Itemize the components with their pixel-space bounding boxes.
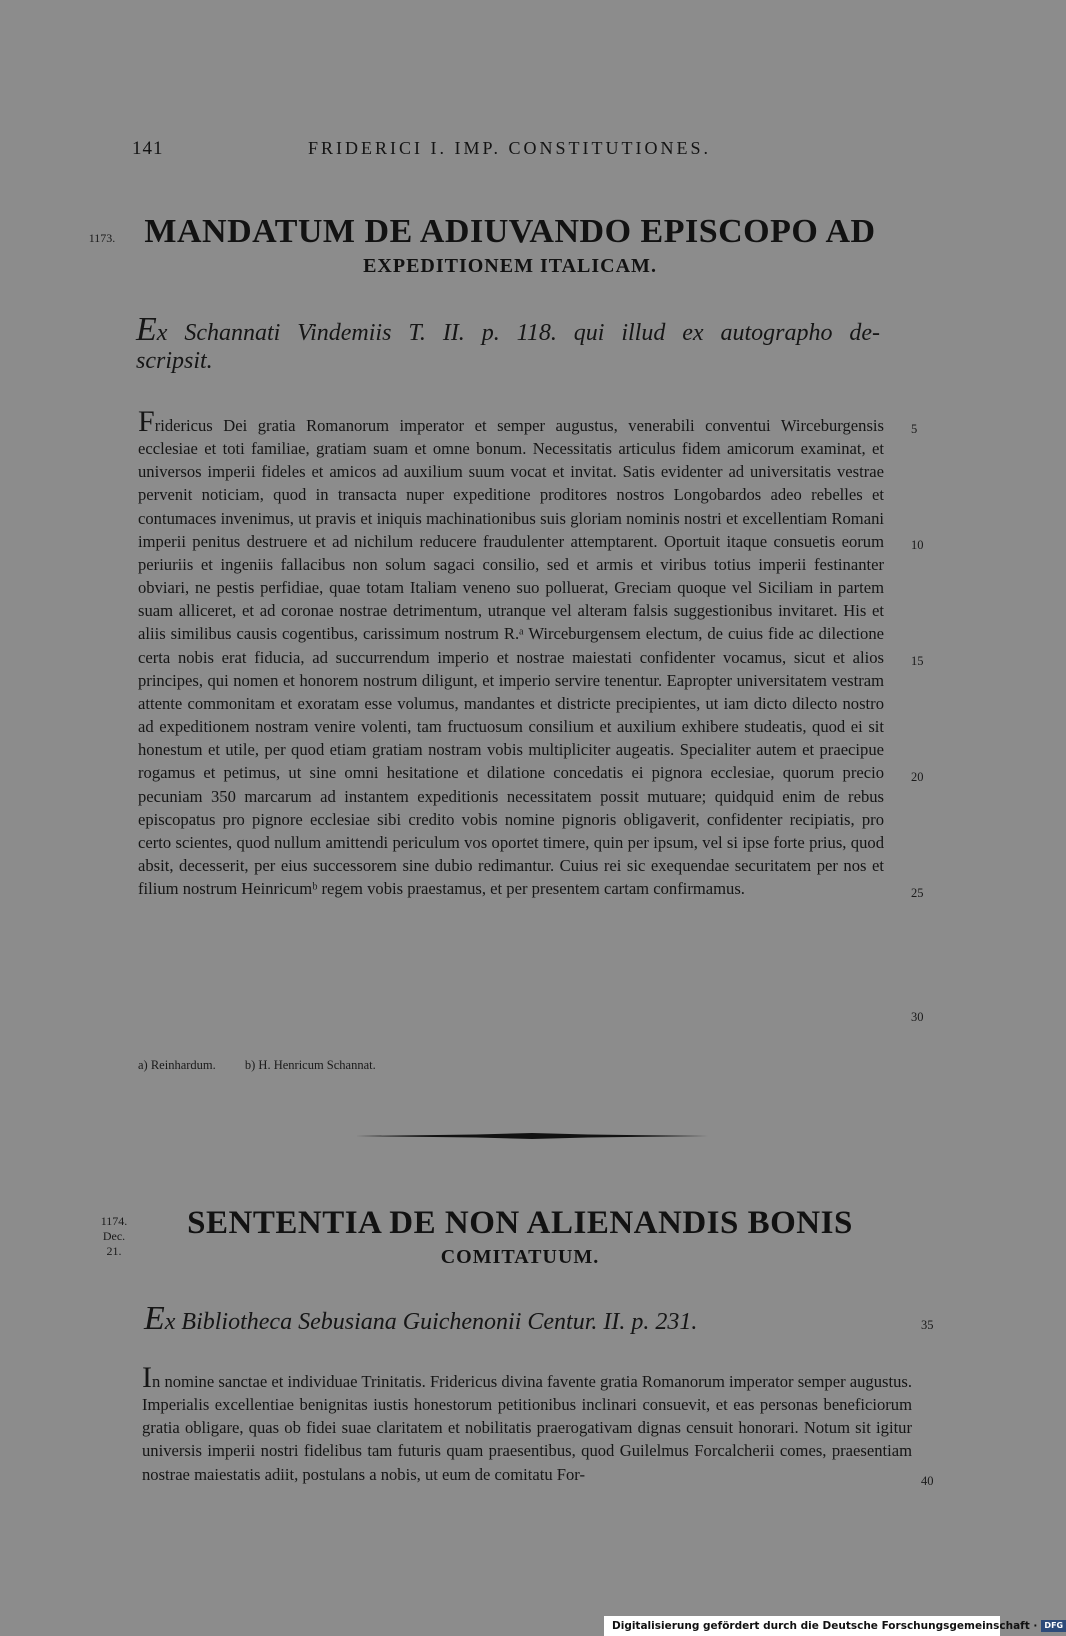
line-number: 35 bbox=[921, 1318, 934, 1332]
section1-source-text: x Schannati Vindemiis T. II. p. 118. qui illud ex autographo de- bbox=[156, 320, 880, 346]
section1-year: 1173. bbox=[88, 231, 116, 245]
section1-title: MANDATUM DE ADIUVANDO EPISCOPO AD bbox=[144, 213, 876, 250]
section1-body-initial: F bbox=[138, 405, 155, 438]
line-number: 10 bbox=[911, 538, 924, 552]
section1-source-initial: E bbox=[136, 311, 157, 348]
line-number: 20 bbox=[911, 770, 924, 784]
section-divider bbox=[356, 1131, 708, 1141]
section1-source-line2: scripsit. bbox=[136, 348, 213, 374]
section2-subtitle: COMITATUUM. bbox=[440, 1246, 600, 1268]
footnote-b: b) H. Henricum Schannat. bbox=[244, 1058, 376, 1072]
section1-source bbox=[136, 313, 880, 378]
line-number: 30 bbox=[911, 1010, 924, 1024]
section1-subtitle: EXPEDITIONEM ITALICAM. bbox=[363, 255, 657, 277]
section1-title-block bbox=[140, 213, 880, 278]
section1-body-text: ridericus Dei gratia Romanorum imperator et semper augustus, venerabili conventui Wirceburgensis ecclesiae et toti familiae, gratiam suam et omne bonum. Necessitatis articulus fidem amicorum examinat, et universos imperii fideles et amicos ad auxilium suum vocat et invitat. Satis evidenter ad universitatis vestrae pervenit noticiam, quod in transacta nuper expeditione proditores nostros Longobardos adeo rebelles et contumaces invenimus, ut pravis et iniquis machinationibus suis gloriam nominis nostri et excellentiam Romani imperii penitus destruere et ad nichilum reducere fraudulenter attemptarent. Oportuit itaque consuetis eorum periuriis et ingeniis fallacibus non solum sagaci consilio, sed et armis et viribus totius imperii festinanter obviari, ne pestis perfidiae, quae totam Italiam veneno suo polluerat, Greciam quoque vel Siciliam in partem suam alliceret, et ad coronae nostrae detrimentum, utranque vel alteram falsis suggestionibus invitaret. His et aliis similibus causis cogentibus, carissimum nostrum R.ᵃ Wirceburgensem electum, de cuius fide ac dilectione certa nobis erat fiducia, ad succurrendum imperio et nostrae maiestati confidenter vocamus, sicut et alios principes, qui nomen et honorem nostrum diligunt, et imperio servire tenentur. Eapropter universitatem vestram attente commonitam et exoratam esse volumus, mandantes et districte precipientes, ut iam dicto dilecto nostro ad expeditionem nostram venire volenti, tam fructuosum consilium et auxilium exhibere studeatis, quod ei sit honestum et utile, per quod etiam gratiam nostram vobis multipliciter augeatis. Specialiter autem et praecipue rogamus et petimus, ut sine omni hesitatione et dilatione concedatis ei pignora ecclesiae, quorum precio pecuniam 350 marcarum ad instantem expeditionis necessitatem possit mutuare; quidquid enim de rebus episcopatus pro pignore ecclesiae sibi credito vobis nomine pignoris obligaverit, confidenter recipiatis, pro certo scientes, quod nullum amittendi periculum vos oportet timere, quin per ipsum, vel si ipse forte prius, quod absit, decesserit, per eius successorem sine dubio redimantur. Cuius rei sic exequendae securitatem per nos et filium nostrum Heinricumᵇ regem vobis praestamus, et per presentem cartam confirmamus. bbox=[138, 416, 884, 899]
section2-source-initial: E bbox=[144, 1300, 165, 1337]
section2-body-text: n nomine sanctae et individuae Trinitatis. Fridericus divina favente gratia Romanorum imperator semper augustus. Imperialis excellentiae benignitas iustis honestorum petitionibus inclinari consuevit, et eas personas beneficiorum gratia obligare, quas ob fidei suae claritatem et nobilitatis praerogativam dignas censuit honorari. Notum sit igitur universis imperii nostri fidelibus tam futuris quam praesentibus, quod Guilelmus Forcalcherii comes, praesentiam nostrae maiestatis adiit, postulans a nobis, ut eum de comitatu For- bbox=[142, 1372, 912, 1484]
section2-body bbox=[142, 1361, 912, 1486]
page-number: 141 bbox=[132, 138, 164, 159]
line-number: 25 bbox=[911, 886, 924, 900]
running-head bbox=[132, 138, 880, 162]
section2-title: SENTENTIA DE NON ALIENANDIS BONIS bbox=[187, 1205, 853, 1241]
section2-source-text: x Bibliotheca Sebusiana Guichenonii Centur. II. p. 231. bbox=[164, 1309, 698, 1335]
section2-year: 1174. Dec. 21. bbox=[100, 1214, 128, 1258]
funding-banner bbox=[604, 1616, 1064, 1636]
running-title: FRIDERICI I. IMP. CONSTITUTIONES. bbox=[308, 138, 712, 158]
funding-banner-text: Digitalisierung gefördert durch die Deutsche Forschungsgemeinschaft · bbox=[612, 1620, 1038, 1632]
line-number: 5 bbox=[911, 422, 918, 436]
section2-body-initial: I bbox=[142, 1361, 152, 1394]
dfg-logo: DFG bbox=[1041, 1620, 1066, 1632]
section2-title-block bbox=[150, 1205, 890, 1269]
section1-body bbox=[138, 405, 884, 900]
line-number: 15 bbox=[911, 654, 924, 668]
footnotes bbox=[138, 1058, 402, 1073]
line-number: 40 bbox=[921, 1474, 934, 1488]
section2-source bbox=[144, 1302, 884, 1339]
footnote-a: a) Reinhardum. bbox=[138, 1058, 216, 1072]
